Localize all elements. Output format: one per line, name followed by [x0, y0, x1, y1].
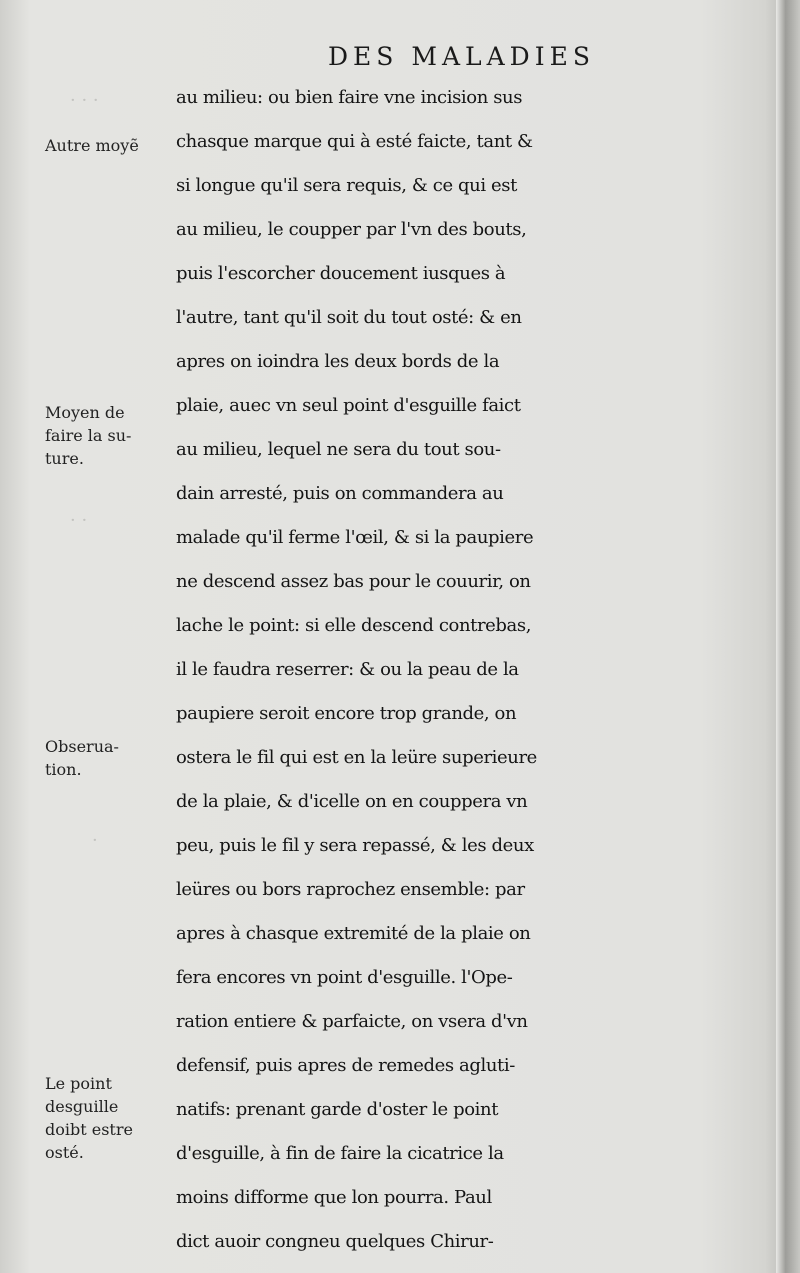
text-line: chasque marque qui à esté faicte, tant &	[176, 131, 533, 152]
text-line: moins difforme que lon pourra. Paul	[176, 1187, 492, 1208]
margin-note-line: Le point	[45, 1074, 112, 1093]
text-line: lache le point: si elle descend contrebas,	[176, 615, 532, 636]
text-line: dict auoir congneu quelques Chirur-	[176, 1231, 494, 1252]
text-line: ostera le fil qui est en la leüre superieure	[176, 747, 537, 768]
margin-note-line: Autre moyẽ	[45, 136, 139, 155]
text-line: si longue qu'il sera requis, & ce qui est	[176, 175, 517, 196]
text-line: l'autre, tant qu'il soit du tout osté: & en	[176, 307, 522, 328]
text-line: leüres ou bors raprochez ensemble: par	[176, 879, 525, 900]
text-line: au milieu, lequel ne sera du tout sou-	[176, 439, 501, 460]
margin-note-line: tion.	[45, 760, 82, 779]
page-spine-shadow	[776, 0, 800, 1273]
text-line: natifs: prenant garde d'oster le point	[176, 1099, 499, 1120]
margin-note-line: osté.	[45, 1143, 84, 1162]
main-text-block	[176, 76, 766, 1264]
text-line: d'esguille, à fin de faire la cicatrice la	[176, 1143, 504, 1164]
text-line: fera encores vn point d'esguille. l'Ope-	[176, 967, 513, 988]
margin-note-line: faire la su-	[45, 426, 132, 445]
text-line: au milieu: ou bien faire vne incision sus	[176, 87, 523, 108]
text-line: malade qu'il ferme l'œil, & si la paupiere	[176, 527, 534, 548]
margin-note-moyen-suture	[45, 401, 175, 470]
text-line: defensif, puis apres de remedes agluti-	[176, 1055, 515, 1076]
margin-note-line: ture.	[45, 449, 84, 468]
text-line: puis l'escorcher doucement iusques à	[176, 263, 506, 284]
text-line: paupiere seroit encore trop grande, on	[176, 703, 517, 724]
text-line: de la plaie, & d'icelle on en couppera vn	[176, 791, 528, 812]
margin-note-line: desguille	[45, 1097, 119, 1116]
margin-note-line: Obserua-	[45, 737, 119, 756]
text-line: ne descend assez bas pour le couurir, on	[176, 571, 531, 592]
margin-note-autre-moyen	[45, 134, 175, 157]
text-line: il le faudra reserrer: & ou la peau de la	[176, 659, 519, 680]
bleed-through-mark: ·	[92, 830, 98, 851]
text-line: apres on ioindra les deux bords de la	[176, 351, 500, 372]
text-line: peu, puis le fil y sera repassé, & les deux	[176, 835, 534, 856]
text-line: dain arresté, puis on commandera au	[176, 483, 504, 504]
margin-note-observation	[45, 735, 175, 781]
text-line: apres à chasque extremité de la plaie on	[176, 923, 531, 944]
bleed-through-mark: · ·	[70, 510, 88, 531]
bleed-through-mark: · · ·	[70, 90, 99, 111]
text-line: ration entiere & parfaicte, on vsera d'vn	[176, 1011, 528, 1032]
margin-note-line: doibt estre	[45, 1120, 133, 1139]
text-line: au milieu, le coupper par l'vn des bouts,	[176, 219, 527, 240]
margin-note-line: Moyen de	[45, 403, 125, 422]
margin-note-le-point	[45, 1072, 175, 1164]
running-header: DES MALADIES	[328, 42, 595, 71]
text-line: plaie, auec vn seul point d'esguille faict	[176, 395, 521, 416]
